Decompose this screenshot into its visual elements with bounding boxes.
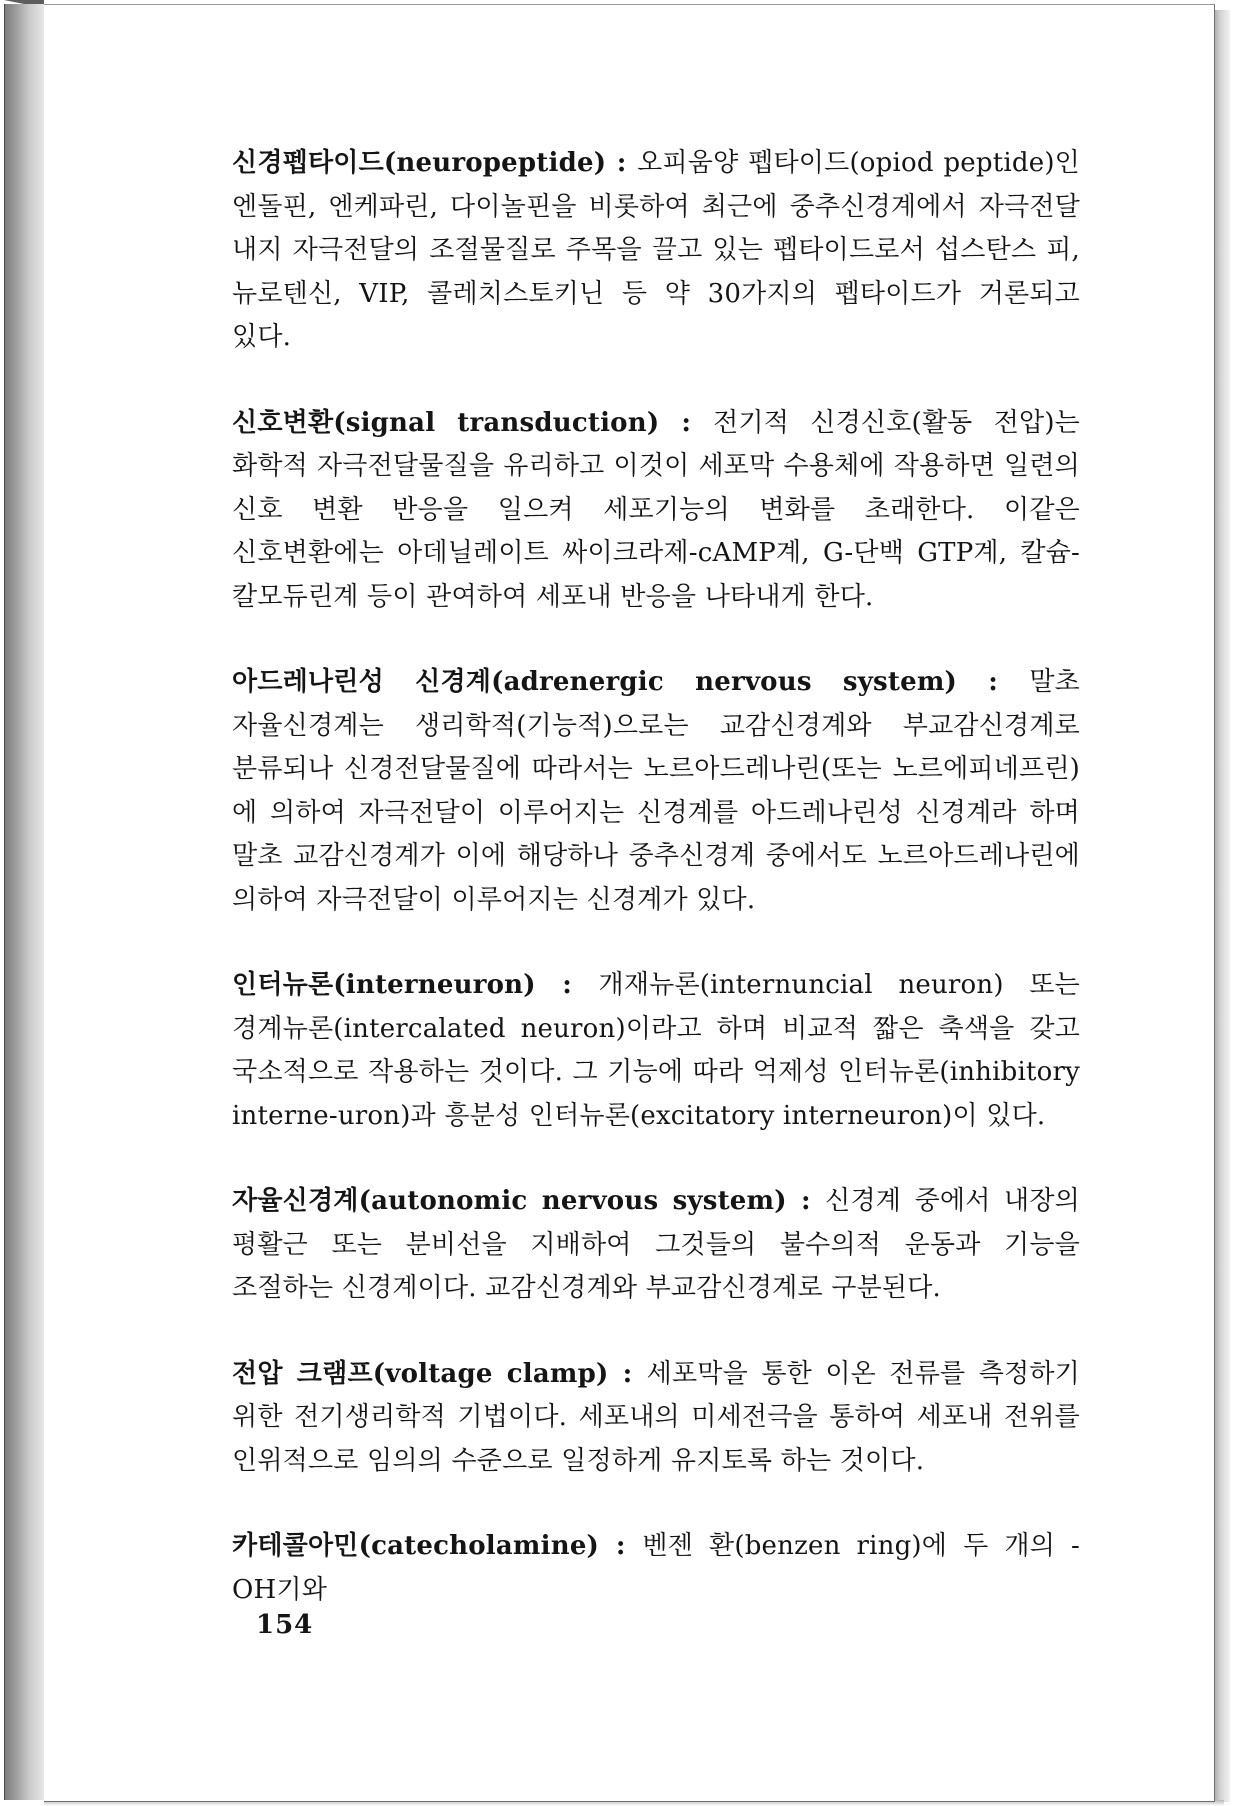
entry-separator: : (606, 148, 638, 178)
entry-term: 아드레나린성 신경계 (232, 667, 492, 697)
entry-definition: 전기적 신경신호(활동 전압)는 화학적 자극전달물질을 유리하고 이것이 세포막 수용체에 작용하면 일련의 신호 변환 반응을 일으켜 세포기능의 변화를 초래한다. 이같은 신호변환에는 아데닐레이트 싸이크라제-cAMP계, G-단백 GTP계, 칼슘-칼모듀린계 등이 관여하여 세포내 반응을 나타내게 한다. (232, 407, 1080, 612)
entry-english-term: (signal transduction) (333, 407, 660, 438)
entry-term: 카테콜아민 (232, 1531, 359, 1561)
entry-term: 신호변환 (232, 407, 334, 438)
entry-paragraph (232, 964, 1080, 1138)
entry-separator: : (786, 1186, 826, 1216)
entry-paragraph (232, 1525, 1080, 1612)
entry-paragraph (232, 142, 1080, 360)
entry-paragraph (232, 661, 1080, 922)
entry-definition: 오피움양 펩타이드(opiod peptide)인 엔돌핀, 엔케파린, 다이놀핀을 비롯하여 최근에 중추신경계에서 자극전달 내지 자극전달의 조절물질로 주목을 끌고 있는 펩타이드로서 섭스탄스 피, 뉴로텐신, VIP, 콜레치스토키닌 등 약 30가지의 펩타이드가 거론되고 있다. (232, 148, 1080, 352)
glossary-entry-catecholamine (232, 1525, 1080, 1612)
page-number: 154 (256, 1610, 314, 1640)
entry-paragraph (232, 402, 1080, 620)
glossary-entry-autonomic-nervous-system (232, 1180, 1080, 1311)
entry-separator: : (599, 1531, 643, 1561)
entry-definition: 신경계 중에서 내장의 평활근 또는 분비선을 지배하여 그것들의 불수의적 운동과 기능을 조절하는 신경계이다. 교감신경계와 부교감신경계로 구분된다. (232, 1186, 1080, 1303)
entry-separator: : (535, 970, 599, 1000)
entry-english-term: (neuropeptide) (383, 148, 607, 178)
entry-english-term: (catecholamine) (358, 1531, 600, 1561)
entry-term: 자율신경계 (232, 1186, 359, 1216)
entry-english-term: (adrenergic nervous system) (491, 667, 958, 697)
entry-definition: 말초 자율신경계는 생리학적(기능적)으로는 교감신경계와 부교감신경계로 분류되나 신경전달물질에 따라서는 노르아드레나린(또는 노르에피네프린)에 의하여 자극전달이 이루어지는 신경계를 아드레나린성 신경계라 하며 말초 교감신경계가 이에 해당하나 중추신경계 중에서도 노르아드레나린에 의하여 자극전달이 이루어지는 신경계가 있다. (232, 667, 1080, 915)
entry-definition: 세포막을 통한 이온 전류를 측정하기 위한 전기생리학적 기법이다. 세포내의 미세전극을 통하여 세포내 전위를 인위적으로 임의의 수준으로 일정하게 유지토록 하는 것이다. (232, 1358, 1080, 1476)
glossary-entry-neuropeptide (232, 142, 1080, 360)
entry-separator: : (608, 1358, 647, 1389)
entry-term: 인터뉴론 (232, 970, 334, 1000)
entry-term: 전압 크램프 (232, 1358, 373, 1389)
page-content (232, 142, 1080, 1654)
entry-definition: 벤젠 환(benzen ring)에 두 개의 -OH기와 (232, 1531, 1080, 1605)
entry-paragraph (232, 1353, 1080, 1484)
glossary-entry-interneuron (232, 964, 1080, 1138)
book-spine (4, 4, 45, 1800)
entry-paragraph (232, 1180, 1080, 1311)
page-edge-shadow (1214, 10, 1230, 1802)
entry-english-term: (interneuron) (333, 970, 536, 1000)
entry-term: 신경펩타이드 (232, 148, 384, 178)
entry-separator: : (957, 667, 1030, 697)
glossary-entry-adrenergic-nervous-system (232, 661, 1080, 922)
entry-definition: 개재뉴론(internuncial neuron) 또는 경계뉴론(intercalated neuron)이라고 하며 비교적 짧은 축색을 갖고 국소적으로 작용하는 것이다. 그 기능에 따라 억제성 인터뉴론(inhibitory interne-uron)과 흥분성 인터뉴론(excitatory interneuron)이 있다. (232, 970, 1080, 1131)
entry-separator: : (659, 407, 714, 438)
glossary-entry-voltage-clamp (232, 1353, 1080, 1484)
entry-english-term: (voltage clamp) (372, 1358, 609, 1389)
glossary-entry-signal-transduction (232, 402, 1080, 620)
entry-english-term: (autonomic nervous system) (358, 1186, 787, 1216)
